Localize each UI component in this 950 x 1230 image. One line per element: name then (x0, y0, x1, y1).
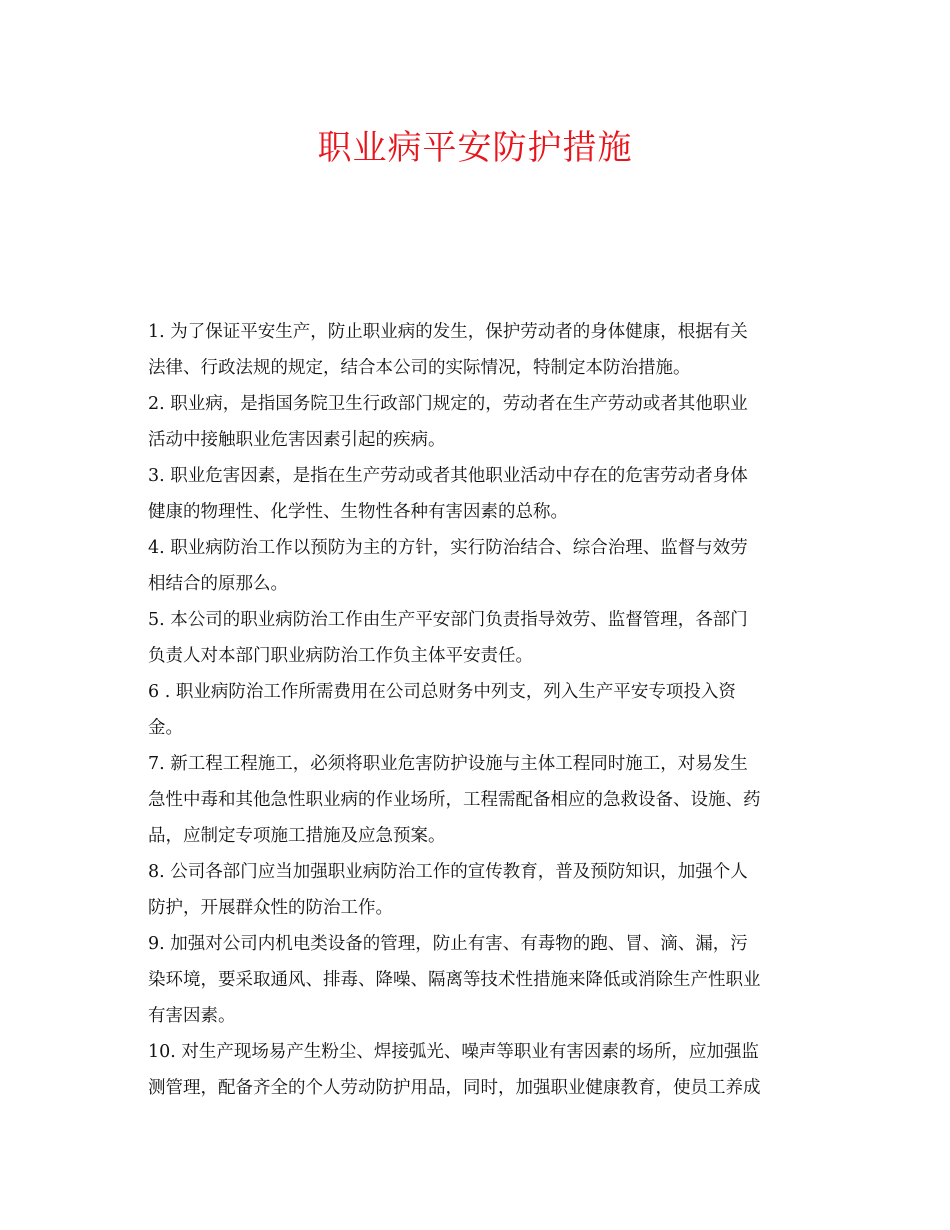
body-line: 相结合的原那么。 (148, 574, 288, 594)
body-line: 6 . 职业病防治工作所需费用在公司总财务中列支，列入生产平安专项投入资 (148, 682, 736, 702)
body-line: 9. 加强对公司内机电类设备的管理，防止有害、有毒物的跑、冒、滴、漏，污 (148, 934, 748, 954)
body-line: 金。 (148, 718, 183, 738)
body-line: 4. 职业病防治工作以预防为主的方针，实行防治结合、综合治理、监督与效劳 (148, 538, 748, 558)
body-line: 防护，开展群众性的防治工作。 (148, 898, 393, 918)
body-line: 1. 为了保证平安生产，防止职业病的发生，保护劳动者的身体健康，根据有关 (148, 322, 748, 342)
body-line: 8. 公司各部门应当加强职业病防治工作的宣传教育，普及预防知识，加强个人 (148, 862, 748, 882)
body-line: 2. 职业病，是指国务院卫生行政部门规定的，劳动者在生产劳动或者其他职业 (148, 394, 748, 414)
body-line: 5. 本公司的职业病防治工作由生产平安部门负责指导效劳、监督管理，各部门 (148, 610, 748, 630)
body-line: 染环境，要采取通风、排毒、降噪、隔离等技术性措施来降低或消除生产性职业 (148, 970, 761, 990)
body-line: 健康的物理性、化学性、生物性各种有害因素的总称。 (148, 502, 568, 522)
body-line: 3. 职业危害因素，是指在生产劳动或者其他职业活动中存在的危害劳动者身体 (148, 466, 748, 486)
document-title: 职业病平安防护措施 (317, 128, 633, 168)
body-line: 7. 新工程工程施工，必须将职业危害防护设施与主体工程同时施工，对易发生 (148, 754, 748, 774)
body-line: 有害因素。 (148, 1006, 236, 1026)
body-line: 急性中毒和其他急性职业病的作业场所，工程需配备相应的急救设备、设施、药 (148, 790, 761, 810)
document-body (148, 314, 808, 1106)
body-line: 活动中接触职业危害因素引起的疾病。 (148, 430, 446, 450)
body-line: 测管理，配备齐全的个人劳动防护用品，同时，加强职业健康教育，使员工养成 (148, 1078, 761, 1098)
body-line: 法律、行政法规的规定，结合本公司的实际情况，特制定本防治措施。 (148, 358, 691, 378)
body-line: 负责人对本部门职业病防治工作负主体平安责任。 (148, 646, 533, 666)
body-line: 10. 对生产现场易产生粉尘、焊接弧光、噪声等职业有害因素的场所，应加强监 (148, 1042, 759, 1062)
body-line: 品，应制定专项施工措施及应急预案。 (148, 826, 446, 846)
